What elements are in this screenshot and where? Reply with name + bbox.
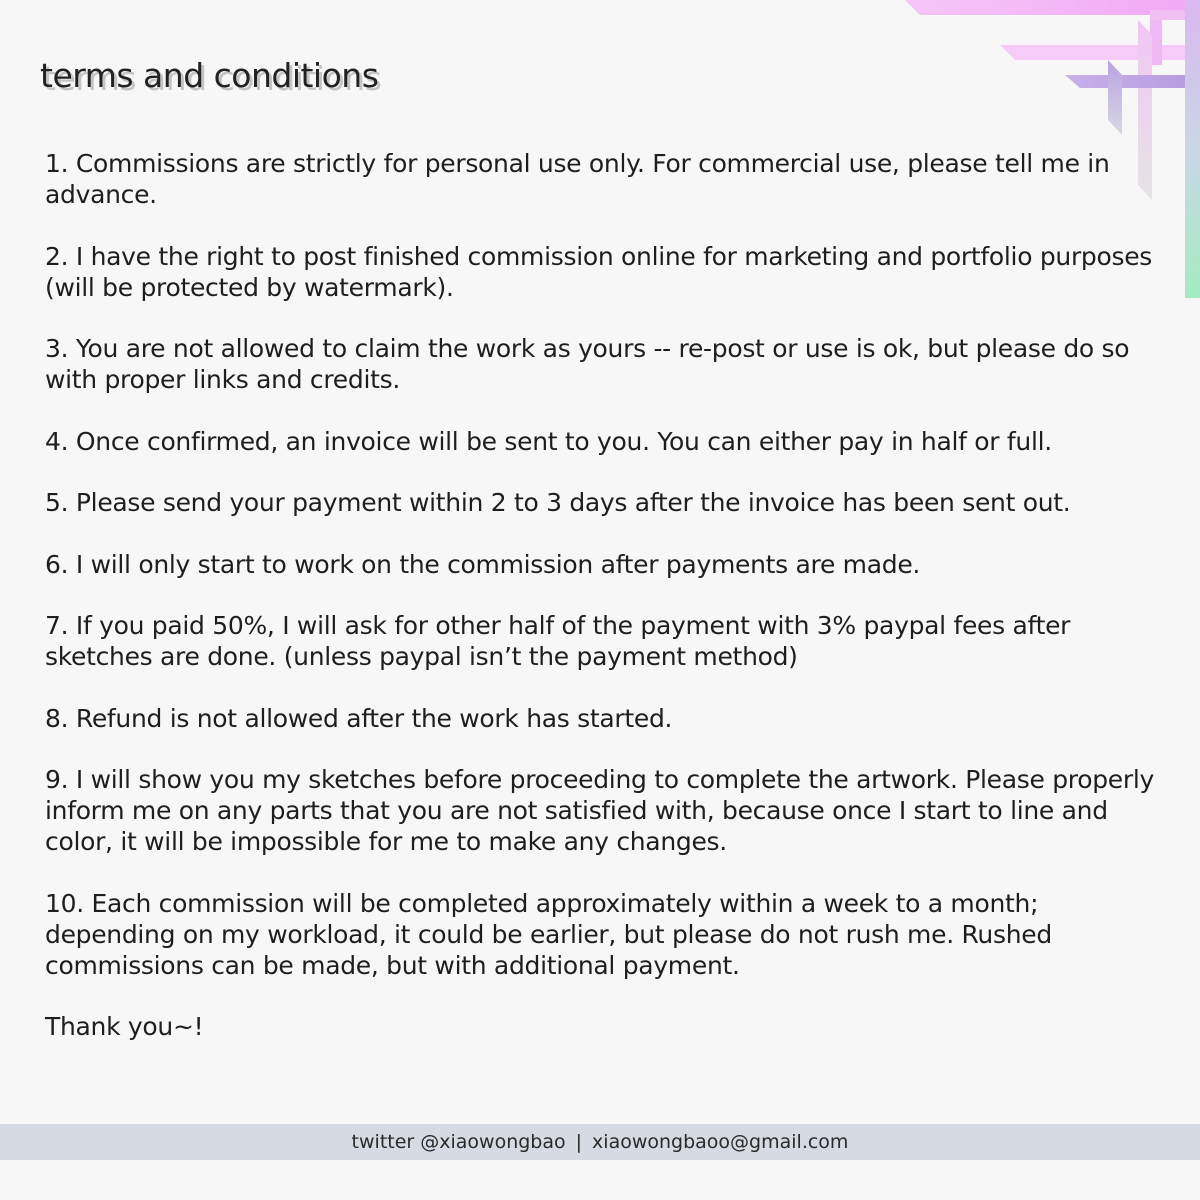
twitter-handle[interactable]: twitter @xiaowongbao bbox=[351, 1131, 566, 1153]
terms-list bbox=[45, 148, 1155, 1011]
term-item-10: 10. Each commission will be completed approximately within a week to a month; depending on my workload, it could be earlier, but please do not rush me. Rushed commissions can be made, but with additional payment. bbox=[45, 888, 1052, 980]
term-item-4: 4. Once confirmed, an invoice will be sent to you. You can either pay in half or full. bbox=[45, 426, 1052, 456]
page-title: terms and conditions bbox=[40, 56, 379, 95]
closing-text: Thank you~! bbox=[45, 1012, 204, 1041]
email-address[interactable]: xiaowongbaoo@gmail.com bbox=[592, 1131, 849, 1153]
term-item-1: 1. Commissions are strictly for personal use only. For commercial use, please tell me in advance. bbox=[45, 149, 1110, 209]
term-item-8: 8. Refund is not allowed after the work has started. bbox=[45, 703, 673, 733]
term-item-2: 2. I have the right to post finished commission online for marketing and portfolio purposes (will be protected by watermark). bbox=[45, 241, 1153, 302]
footer-bar bbox=[0, 1124, 1200, 1160]
term-item-7: 7. If you paid 50%, I will ask for other half of the payment with 3% paypal fees after sketches are done. (unless paypal isn’t the payment method) bbox=[45, 611, 1071, 671]
term-item-3: 3. You are not allowed to claim the work as yours -- re-post or use is ok, but please do so with proper links and credits. bbox=[45, 334, 1130, 394]
term-item-6: 6. I will only start to work on the commission after payments are made. bbox=[45, 549, 921, 579]
term-item-9: 9. I will show you my sketches before proceeding to complete the artwork. Please properly inform me on any parts that you are not satisfied with, because once I start to line and color, it will be impossible for me to make any changes. bbox=[45, 765, 1154, 856]
term-item-5: 5. Please send your payment within 2 to 3 days after the invoice has been sent out. bbox=[45, 488, 1071, 517]
footer-separator: | bbox=[575, 1131, 583, 1153]
